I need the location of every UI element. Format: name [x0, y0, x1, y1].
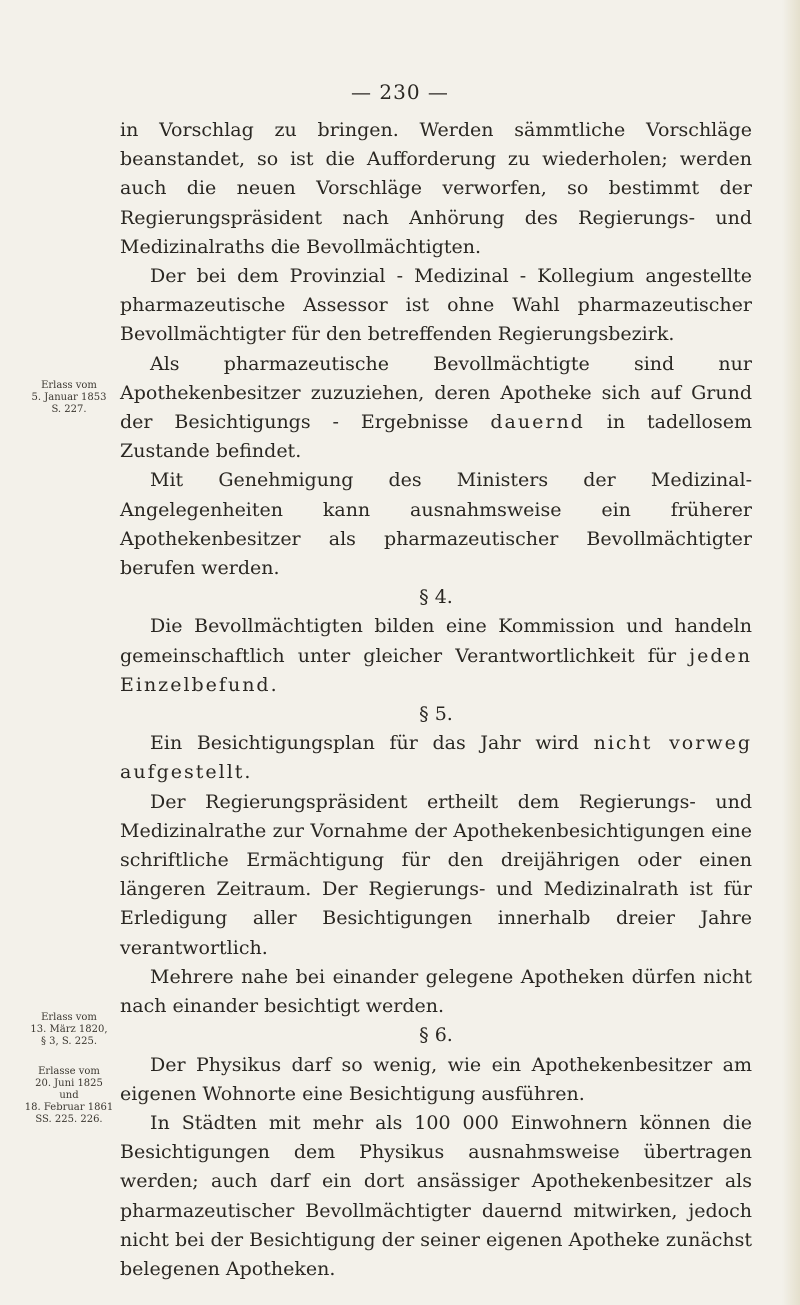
margin-note-erlass-1820 [24, 1012, 114, 1048]
paragraph-kommission [120, 612, 752, 700]
paragraph-besichtigungsplan [120, 729, 752, 787]
text-run: in tadellosem Zustande befindet. [120, 411, 752, 463]
margin-note-line: und [59, 1090, 79, 1101]
margin-note-line: S. 227. [51, 404, 87, 415]
emphasis-dauernd: dauernd [490, 411, 585, 434]
paragraph-physikus: Der Physikus darf so wenig, wie ein Apothekenbesitzer am eigenen Wohnorte eine Besichtigung ausführen. [120, 1053, 752, 1105]
paragraph-mehrere-apotheken: Mehrere nahe bei einander gelegene Apotheken dürfen nicht nach einander besichtigt werden. [120, 965, 752, 1018]
margin-note-line: SS. 225. 226. [35, 1114, 103, 1125]
paragraph-genehmigung: Mit Genehmigung des Ministers der Medizinal-Angelegenheiten kann ausnahmsweise ein früherer Apothekenbesitzer als pharmazeutischer Bevollmächtigter berufen werden. [120, 469, 752, 580]
page-number: — 230 — [351, 80, 449, 104]
text-run: Ein Besichtigungsplan für das Jahr wird [150, 732, 579, 755]
paragraph-staedte: In Städten mit mehr als 100 000 Einwohnern können die Besichtigungen dem Physikus ausnahmsweise übertragen werden; auch darf ein dort ansässiger Apothekenbesitzer als pharmazeutischer Bevollmächtigter dauernd mitwirken, jedoch nicht bei der Besichtigung der seiner eigenen Apotheke zunächst belegenen Apotheken. [120, 1111, 752, 1280]
margin-note-line: Erlasse vom [38, 1066, 100, 1077]
section-heading-4: § 4. [419, 586, 453, 609]
margin-note-line: 18. Februar 1861 [24, 1102, 114, 1113]
text-run: Die Bevollmächtigten bilden eine Kommission und handeln gemeinschaftlich unter gleicher Verantwortlichkeit für [120, 615, 752, 667]
margin-note-line: Erlass vom [41, 1012, 97, 1023]
margin-note-line: 5. Januar 1853 [31, 392, 107, 403]
margin-note-line: 20. Juni 1825 [35, 1078, 103, 1089]
emphasis-nicht-vorweg: nicht vorweg aufgestellt. [120, 732, 752, 784]
paragraph-vorschlag: in Vorschlag zu bringen. Werden sämmtliche Vorschläge beanstandet, so ist die Aufforderung zu wiederholen; werden auch die neuen Vorschläge verworfen, so bestimmt der Regierungspräsident nach Anhörung des Regierungs- und Medizinalraths die Bevollmächtigten. [120, 119, 752, 258]
margin-note-erlass-1853 [24, 380, 114, 416]
emphasis-einzelbefund: jeden Einzelbefund. [120, 644, 752, 696]
paragraph-assessor: Der bei dem Provinzial - Medizinal - Kollegium angestellte pharmazeutische Assessor ist ohne Wahl pharmazeutischer Bevollmächtigter für den betreffenden Regierungsbezirk. [120, 265, 752, 346]
paragraph-ermaechtigung: Der Regierungspräsident ertheilt dem Regierungs- und Medizinalrathe zur Vornahme der Apothekenbesichtigungen eine schriftliche Ermächtigung für den dreijährigen oder einen längeren Zeitraum. Der Regierungs- und Medizinalrath ist für Erledigung aller Besichtigungen innerhalb dreier Jahre verantwortlich. [120, 790, 752, 959]
paragraph-apothekenbesitzer [120, 350, 752, 467]
page-edge-shadow [782, 0, 800, 1305]
section-heading-6: § 6. [419, 1024, 453, 1047]
section-heading-5: § 5. [419, 703, 453, 726]
margin-note-erlasse-1825-1861 [24, 1066, 114, 1126]
margin-note-line: Erlass vom [41, 380, 97, 391]
page-body [120, 116, 752, 1284]
text-run: Als pharmazeutische Bevollmächtigte sind nur Apothekenbesitzer zuzuziehen, deren Apotheke sich auf Grund der Besichtigungs - Ergebnisse [120, 352, 752, 434]
margin-note-line: 13. März 1820, [30, 1024, 108, 1035]
margin-note-line: § 3, S. 225. [40, 1036, 97, 1047]
